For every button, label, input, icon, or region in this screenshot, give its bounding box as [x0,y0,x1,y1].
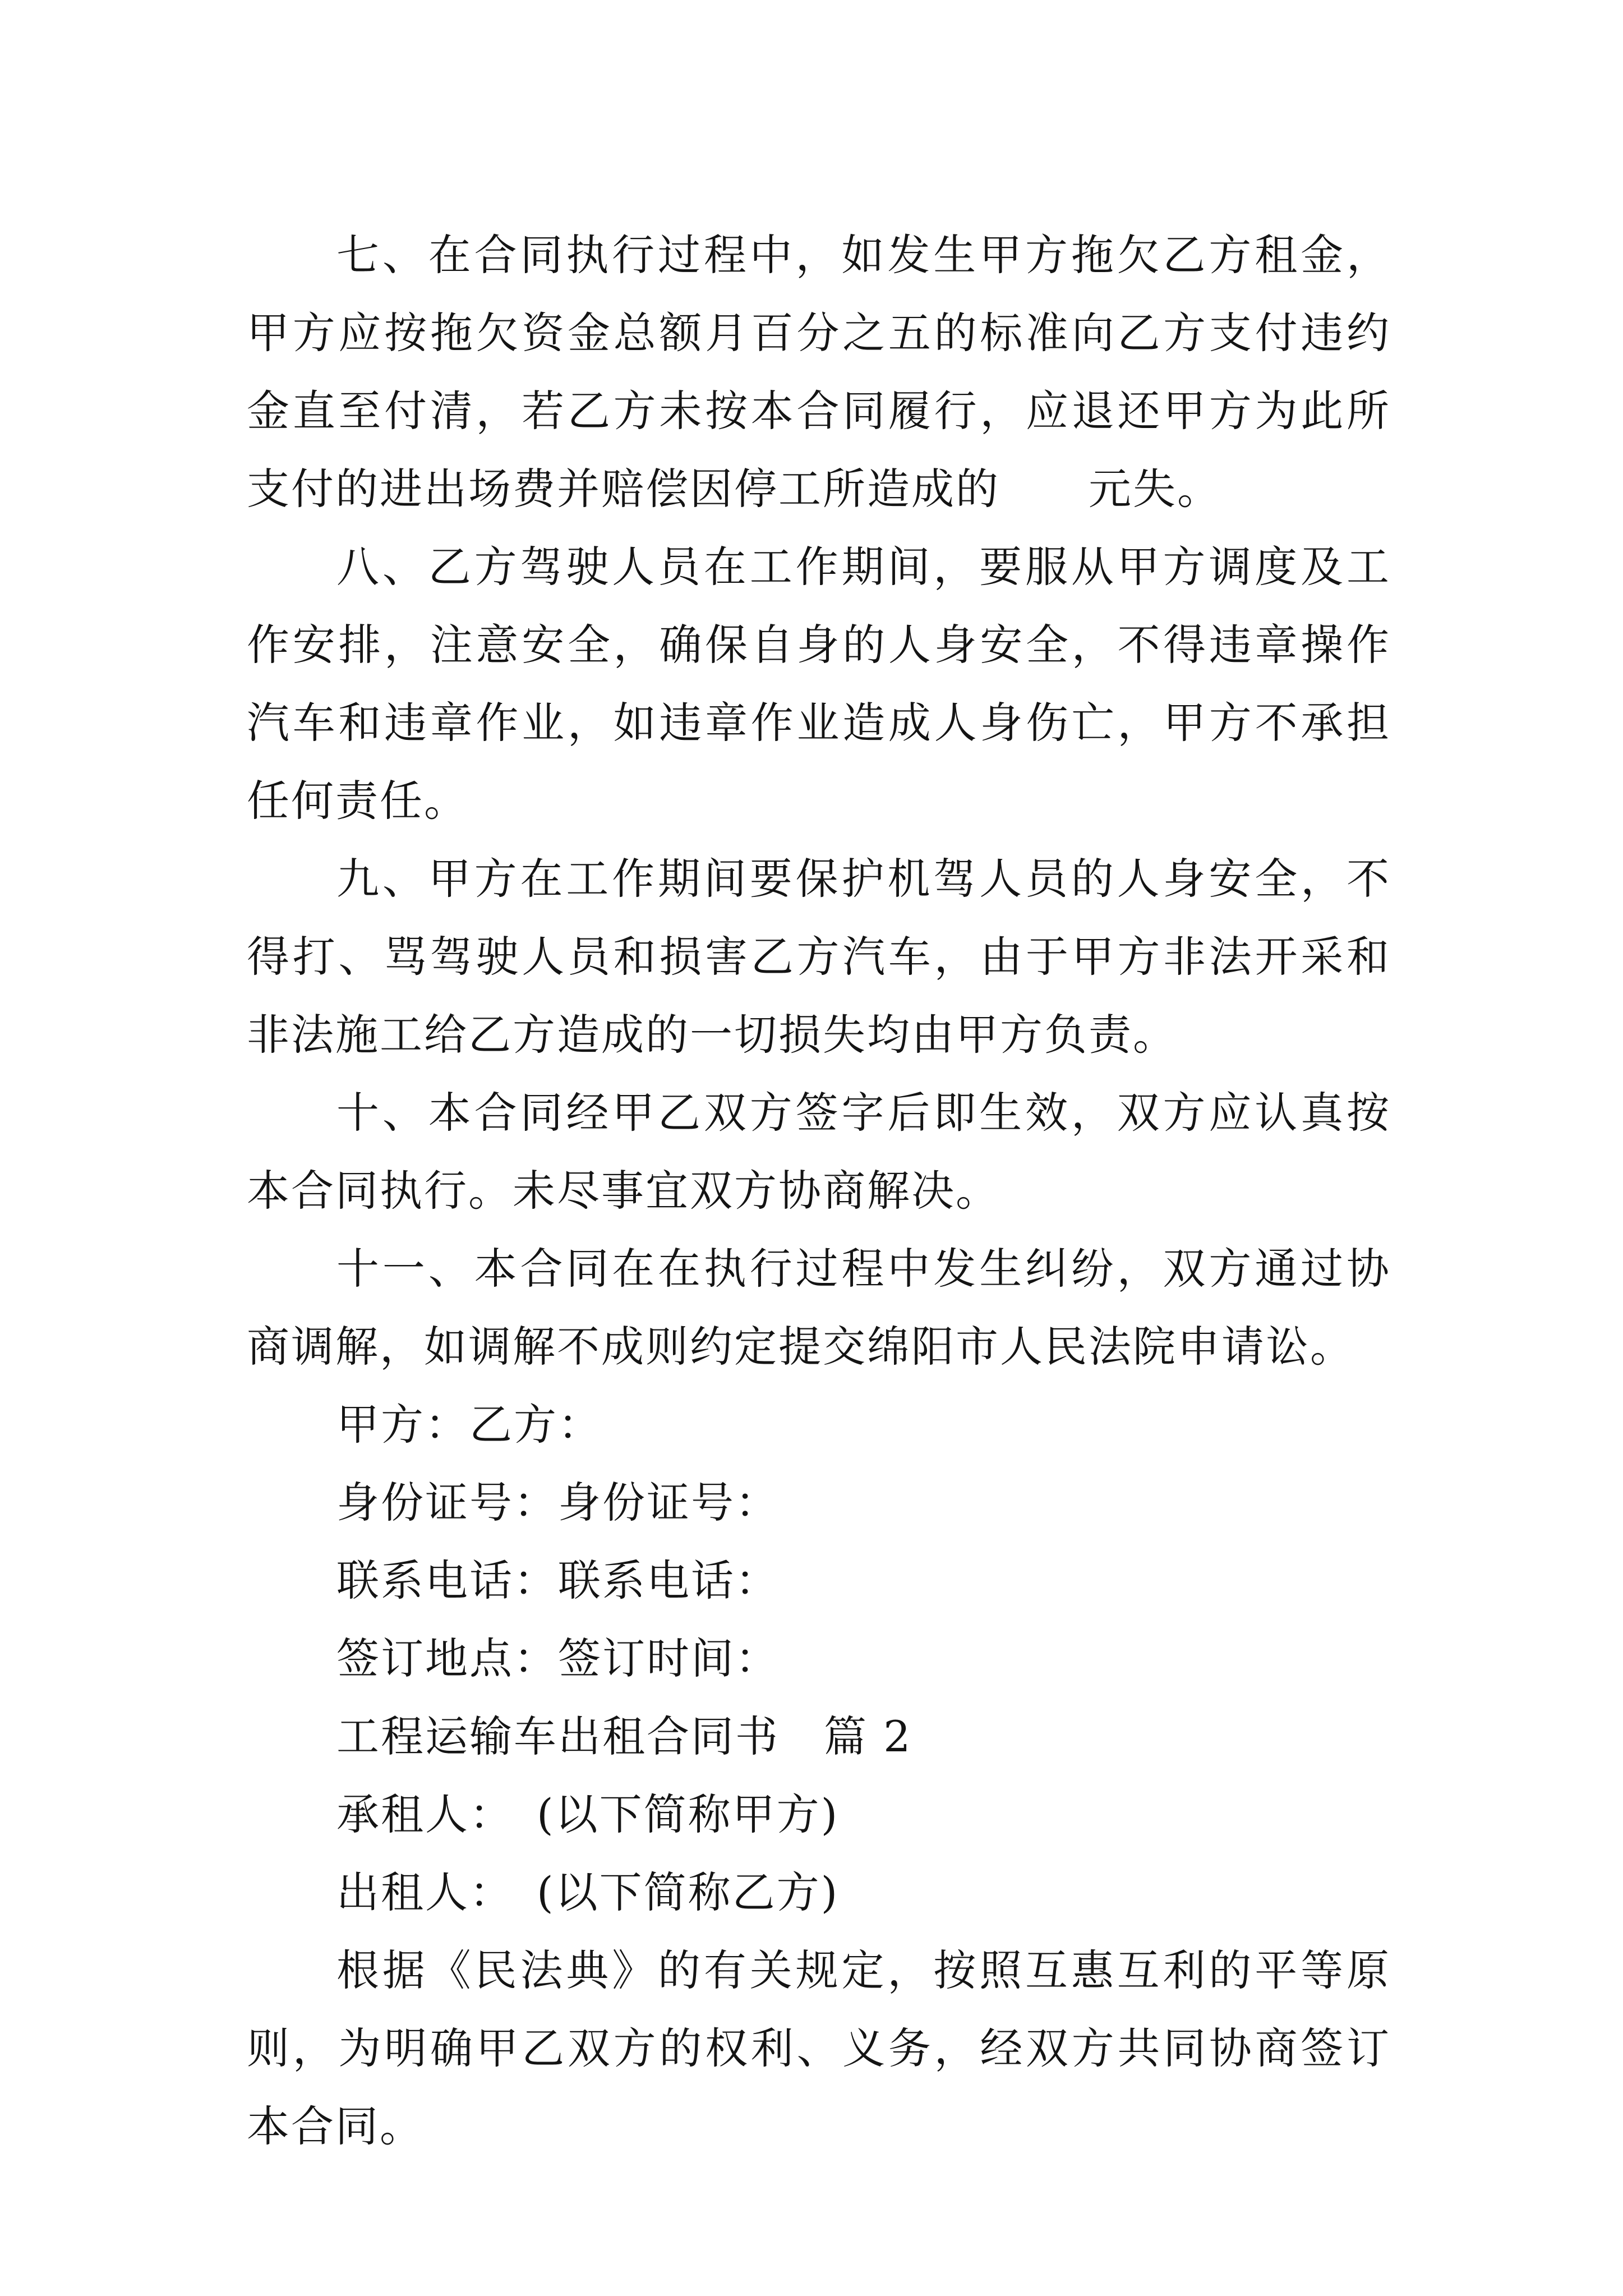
signature-phone-line: 联系电话：联系电话： [336,1556,780,1605]
lessee-line: 承租人： (以下简称甲方) [336,1789,840,1839]
clause-11: 十一、本合同在在执行过程中发生纠纷，双方通过协商调解，如调解不成则约定提交绵阳市人民法院申请讼。 [247,1244,1391,1372]
signature-id-line: 身份证号：身份证号： [336,1478,780,1527]
lessor-line: 出租人： (以下简称乙方) [336,1867,840,1917]
clause-10: 十、本合同经甲乙双方签字后即生效，双方应认真按本合同执行。未尽事宜双方协商解决。 [247,1088,1391,1216]
document-body [247,216,1391,2165]
clause-7: 七、在合同执行过程中，如发生甲方拖欠乙方租金，甲方应按拖欠资金总额月百分之五的标准向乙方支付违约金直至付清，若乙方未按本合同履行，应退还甲方为此所支付的进出场费并赔偿因停工所造成的 元失。 [247,230,1391,514]
section-2-title: 工程运输车出租合同书 篇 2 [336,1711,912,1761]
signature-place-time-line: 签订地点：签订时间： [336,1634,780,1683]
clause-9: 九、甲方在工作期间要保护机驾人员的人身安全，不得打、骂驾驶人员和损害乙方汽车，由于甲方非法开采和非法施工给乙方造成的一切损失均由甲方负责。 [247,854,1391,1060]
signature-party-line: 甲方：乙方： [336,1400,602,1450]
section-2-intro: 根据《民法典》的有关规定，按照互惠互利的平等原则，为明确甲乙双方的权利、义务，经双方共同协商签订本合同。 [247,1945,1391,2151]
clause-8: 八、乙方驾驶人员在工作期间，要服从甲方调度及工作安排，注意安全，确保自身的人身安全，不得违章操作汽车和违章作业，如违章作业造成人身伤亡，甲方不承担任何责任。 [247,542,1391,826]
